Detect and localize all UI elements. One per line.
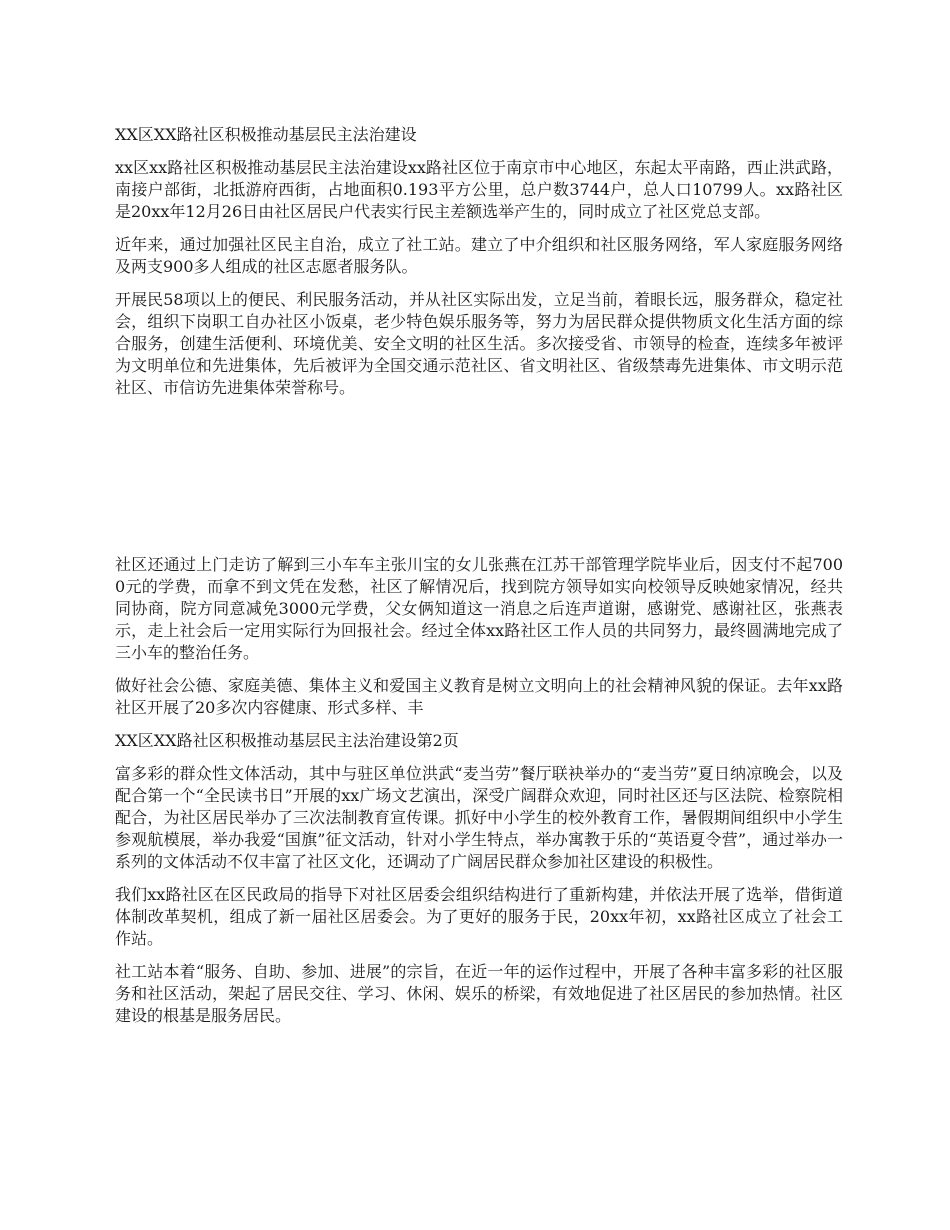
paragraph-cultural-activities: 富多彩的群众性文体活动，其中与驻区单位洪武“麦当劳”餐厅联袂举办的“麦当劳”夏日纳凉晚会，以及配合第一个“全民读书日”开展的xx广场文艺演出，深受广阔群众欢迎，同时社区还与区法院、检察院相配合，为社区居民举办了三次法制教育宣传课。抓好中小学生的校外教育工作，暑假期间组织中小学生参观航模展，举办我爱“国旗”征文活动，针对小学生特点，举办寓教于乐的“英语夏令营”，通过举办一系列的文体活动不仅丰富了社区文化，还调动了广阔居民群众参加社区建设的积极性。 xyxy=(115,764,843,871)
paragraph-services-honors: 开展民58项以上的便民、利民服务活动，并从社区实际出发，立足当前，着眼长远，服务群众，稳定社会，组织下岗职工自办社区小饭桌，老少特色娱乐服务等，努力为居民群众提供物质文化生活方面的综合服务，创建生活便利、环境优美、安全文明的社区生活。多次接受省、市领导的检查，连续多年被评为文明单位和先进集体，先后被评为全国交通示范社区、省文明社区、省级禁毒先进集体、市文明示范社区、市信访先进集体荣誉称号。 xyxy=(115,290,843,397)
paragraph-moral-education: 做好社会公德、家庭美德、集体主义和爱国主义教育是树立文明向上的社会精神风貌的保证。去年xx路社区开展了20多次内容健康、形式多样、丰 xyxy=(115,676,843,717)
paragraph-tuition-case: 社区还通过上门走访了解到三小车车主张川宝的女儿张燕在江苏干部管理学院毕业后，因支付不起7000元的学费，而拿不到文凭在发愁，社区了解情况后，找到院方领导如实向校领导反映她家情况，经共同协商，院方同意减免3000元学费，父女俩知道这一消息之后连声道谢，感谢党、感谢社区，张燕表示，走上社会后一定用实际行为回报社会。经过全体xx路社区工作人员的共同努力，最终圆满地完成了三小车的整治任务。 xyxy=(115,555,843,662)
page-header: XX区XX路社区积极推动基层民主法治建设第2页 xyxy=(115,731,459,750)
paragraph-station-purpose: 社工站本着“服务、自助、参加、进展”的宗旨，在近一年的运作过程中，开展了各种丰富多彩的社区服务和社区活动，架起了居民交往、学习、休闲、娱乐的桥梁，有效地促进了社区居民的参加热情。社区建设的根基是服务居民。 xyxy=(115,962,843,1025)
paragraph-intro: xx区xx路社区积极推动基层民主法治建设xx路社区位于南京市中心地区，东起太平南路，西止洪武路，南接户部街，北抵游府西街，占地面积0.193平方公里，总户数3744户，总人口10799人。xx路社区是20xx年12月26日由社区居民户代表实行民主差额选举产生的，同时成立了社区党总支部。 xyxy=(115,158,843,221)
document-title: XX区XX路社区积极推动基层民主法治建设 xyxy=(115,125,417,144)
document-page xyxy=(115,124,843,1038)
blank-gap xyxy=(115,410,843,554)
paragraph-social-work-station: 近年来，通过加强社区民主自治，成立了社工站。建立了中介组织和社区服务网络，军人家庭服务网络及两支900多人组成的社区志愿者服务队。 xyxy=(115,235,843,276)
paragraph-committee-rebuild: 我们xx路社区在区民政局的指导下对社区居委会组织结构进行了重新构建，并依法开展了选举，借街道体制改革契机，组成了新一届社区居委会。为了更好的服务于民，20xx年初，xx路社区成立了社会工作站。 xyxy=(115,885,843,948)
